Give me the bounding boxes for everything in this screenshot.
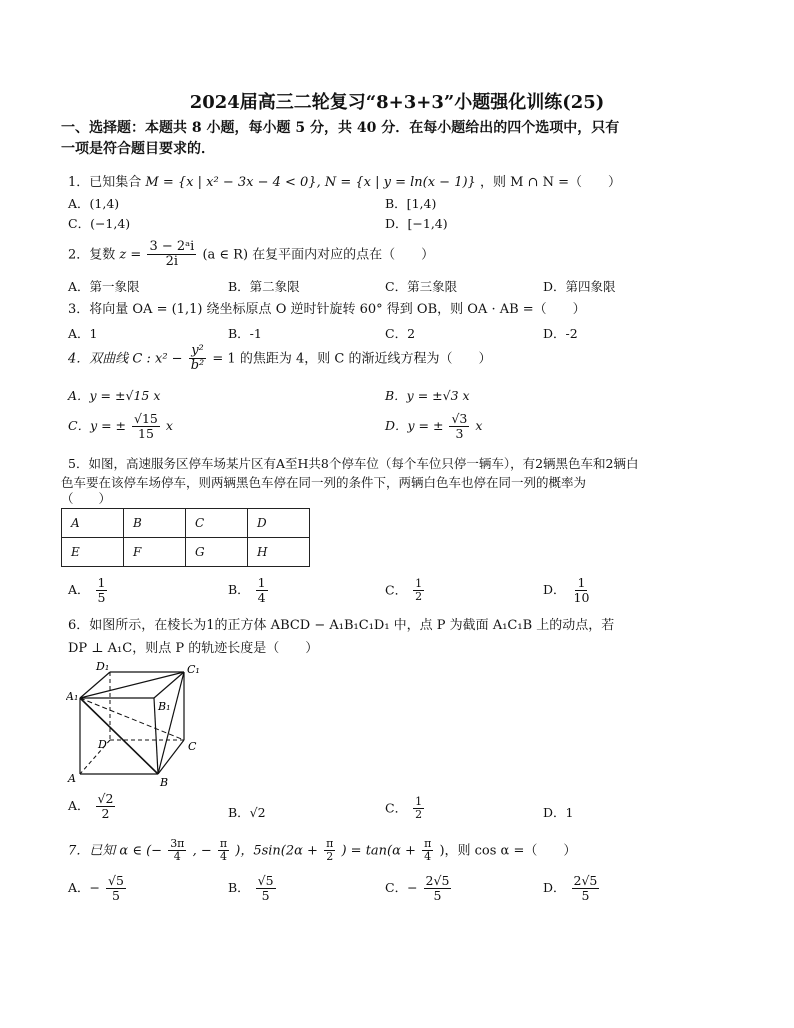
q2-option-d[interactable]: D．第四象限 xyxy=(543,279,616,294)
parking-space: A xyxy=(62,509,124,538)
q1-sets: M = {x | x² − 3x − 4 < 0}, N = {x | y = ln(x − 1)} xyxy=(145,175,476,190)
q1-option-b[interactable]: B．[1,4) xyxy=(385,196,437,211)
q2-fraction: $\frac{\text{3 − 2ᵃi}}{2i}$ xyxy=(149,239,195,270)
q6-option-d[interactable]: D．1 xyxy=(543,805,574,820)
q3-stem: 3．将向量 OA = (1,1) 绕坐标原点 O 逆时针旋转 60° 得到 OB，则 OA · AB =（ ） xyxy=(68,302,586,317)
q6-option-a[interactable]: A． $\frac{√2}{2}$ xyxy=(68,791,114,821)
q3-option-b[interactable]: B．-1 xyxy=(228,326,262,341)
q3-option-c[interactable]: C．2 xyxy=(385,326,416,341)
parking-space: C xyxy=(186,509,248,538)
q2-stem: 2．复数 z = $\frac{\text{3 − 2ᵃi}}{2i}$ (a ∈ R) 在复平面内对应的点在（ ） xyxy=(68,239,435,270)
q7-option-c[interactable]: C．− $\frac{2√5}{5}$ xyxy=(385,873,450,903)
q6-option-c[interactable]: C． $\frac{1}{2}$ xyxy=(385,795,423,822)
q2-option-b[interactable]: B．第二象限 xyxy=(228,279,300,294)
q1-option-c[interactable]: C．(−1,4) xyxy=(68,216,131,231)
q3-option-d[interactable]: D．-2 xyxy=(543,326,578,341)
q4-stem: 4．双曲线 C : x² − $\frac{\text{y²}}{\text{b²}}$ = 1 的焦距为 4，则 C 的渐近线方程为（ ） xyxy=(68,343,492,374)
q7-stem: 7．已知 α ∈ (− $\frac{3\pi}{4}$ , − $\frac{\pi}{4}$ )，5sin(2α + $\frac{\pi}{2}$ ) = tan(α + $\frac{\pi}{4}$ )，则 cos α =（ ） xyxy=(68,837,577,864)
q5-line2: 色车要在该停车场停车，则两辆黑色车停在同一列的条件下，两辆白色车也停在同一列的概率为 xyxy=(61,475,587,490)
q5-line3: （ ） xyxy=(61,491,112,506)
q5-option-d[interactable]: D． $\frac{1}{10}$ xyxy=(543,575,590,605)
q2-option-c[interactable]: C．第三象限 xyxy=(385,279,458,294)
parking-space: G xyxy=(186,538,248,567)
label-B1: B₁ xyxy=(158,700,171,713)
section-heading-line2: 一项是符合题目要求的． xyxy=(61,141,215,157)
q1-option-a[interactable]: A．(1,4) xyxy=(68,196,120,211)
page-title: 2024届高三二轮复习“8+3+3”小题强化训练(25) xyxy=(189,92,605,113)
q4-option-c[interactable]: C．y = ± $\frac{√15}{15}$ x xyxy=(68,411,173,441)
q1-stem: 1．已知集合 M = {x | x² − 3x − 4 < 0}, N = {x | y = ln(x − 1)} ，则 M ∩ N =（ ） xyxy=(68,175,621,190)
q5-line1: 5．如图，高速服务区停车场某片区有A至H共8个停车位（每个车位只停一辆车），有2辆黑色车和2辆白 xyxy=(68,456,639,471)
q4-fraction: $\frac{\text{y²}}{\text{b²}}$ xyxy=(190,343,205,374)
cube-figure xyxy=(66,658,206,788)
label-C: C xyxy=(188,740,197,753)
label-C1: C₁ xyxy=(187,663,200,676)
q5-option-b[interactable]: B． $\frac{1}{4}$ xyxy=(228,575,266,605)
label-D: D xyxy=(98,738,107,751)
q4-option-a[interactable]: A．y = ±√15 x xyxy=(68,388,161,403)
parking-space: D xyxy=(248,509,310,538)
q1-tail: ，则 M ∩ N =（ ） xyxy=(479,175,621,190)
q5-option-a[interactable]: A． $\frac{1}{5}$ xyxy=(68,575,106,605)
q7-option-d[interactable]: D． $\frac{2√5}{5}$ xyxy=(543,873,598,903)
parking-space: F xyxy=(124,538,186,567)
parking-space: E xyxy=(62,538,124,567)
q2-option-a[interactable]: A．第一象限 xyxy=(68,279,140,294)
section-heading-line1: 一、选择题：本题共 8 小题，每小题 5 分，共 40 分．在每小题给出的四个选项中，只有 xyxy=(61,120,620,136)
label-D1: D₁ xyxy=(96,660,110,673)
q1-option-d[interactable]: D．[−1,4) xyxy=(385,216,448,231)
q6-line2: DP ⊥ A₁C，则点 P 的轨迹长度是（ ） xyxy=(68,641,319,656)
parking-row xyxy=(62,538,310,567)
label-B: B xyxy=(160,776,169,788)
parking-space: H xyxy=(248,538,310,567)
q4-option-d[interactable]: D．y = ± $\frac{√3}{3}$ x xyxy=(385,411,483,441)
q4-option-b[interactable]: B．y = ±√3 x xyxy=(385,388,470,403)
q5-option-c[interactable]: C． $\frac{1}{2}$ xyxy=(385,577,423,604)
label-A1: A₁ xyxy=(66,690,79,703)
q3-option-a[interactable]: A．1 xyxy=(68,326,98,341)
parking-space: B xyxy=(124,509,186,538)
q7-option-a[interactable]: A．− $\frac{√5}{5}$ xyxy=(68,873,124,903)
parking-grid xyxy=(61,508,310,567)
parking-row xyxy=(62,509,310,538)
label-A: A xyxy=(68,772,76,785)
q6-line1: 6．如图所示，在棱长为1的正方体 ABCD − A₁B₁C₁D₁ 中，点 P 为截面 A₁C₁B 上的动点，若 xyxy=(68,618,615,633)
q6-option-b[interactable]: B．√2 xyxy=(228,805,266,820)
q7-option-b[interactable]: B． $\frac{√5}{5}$ xyxy=(228,873,274,903)
